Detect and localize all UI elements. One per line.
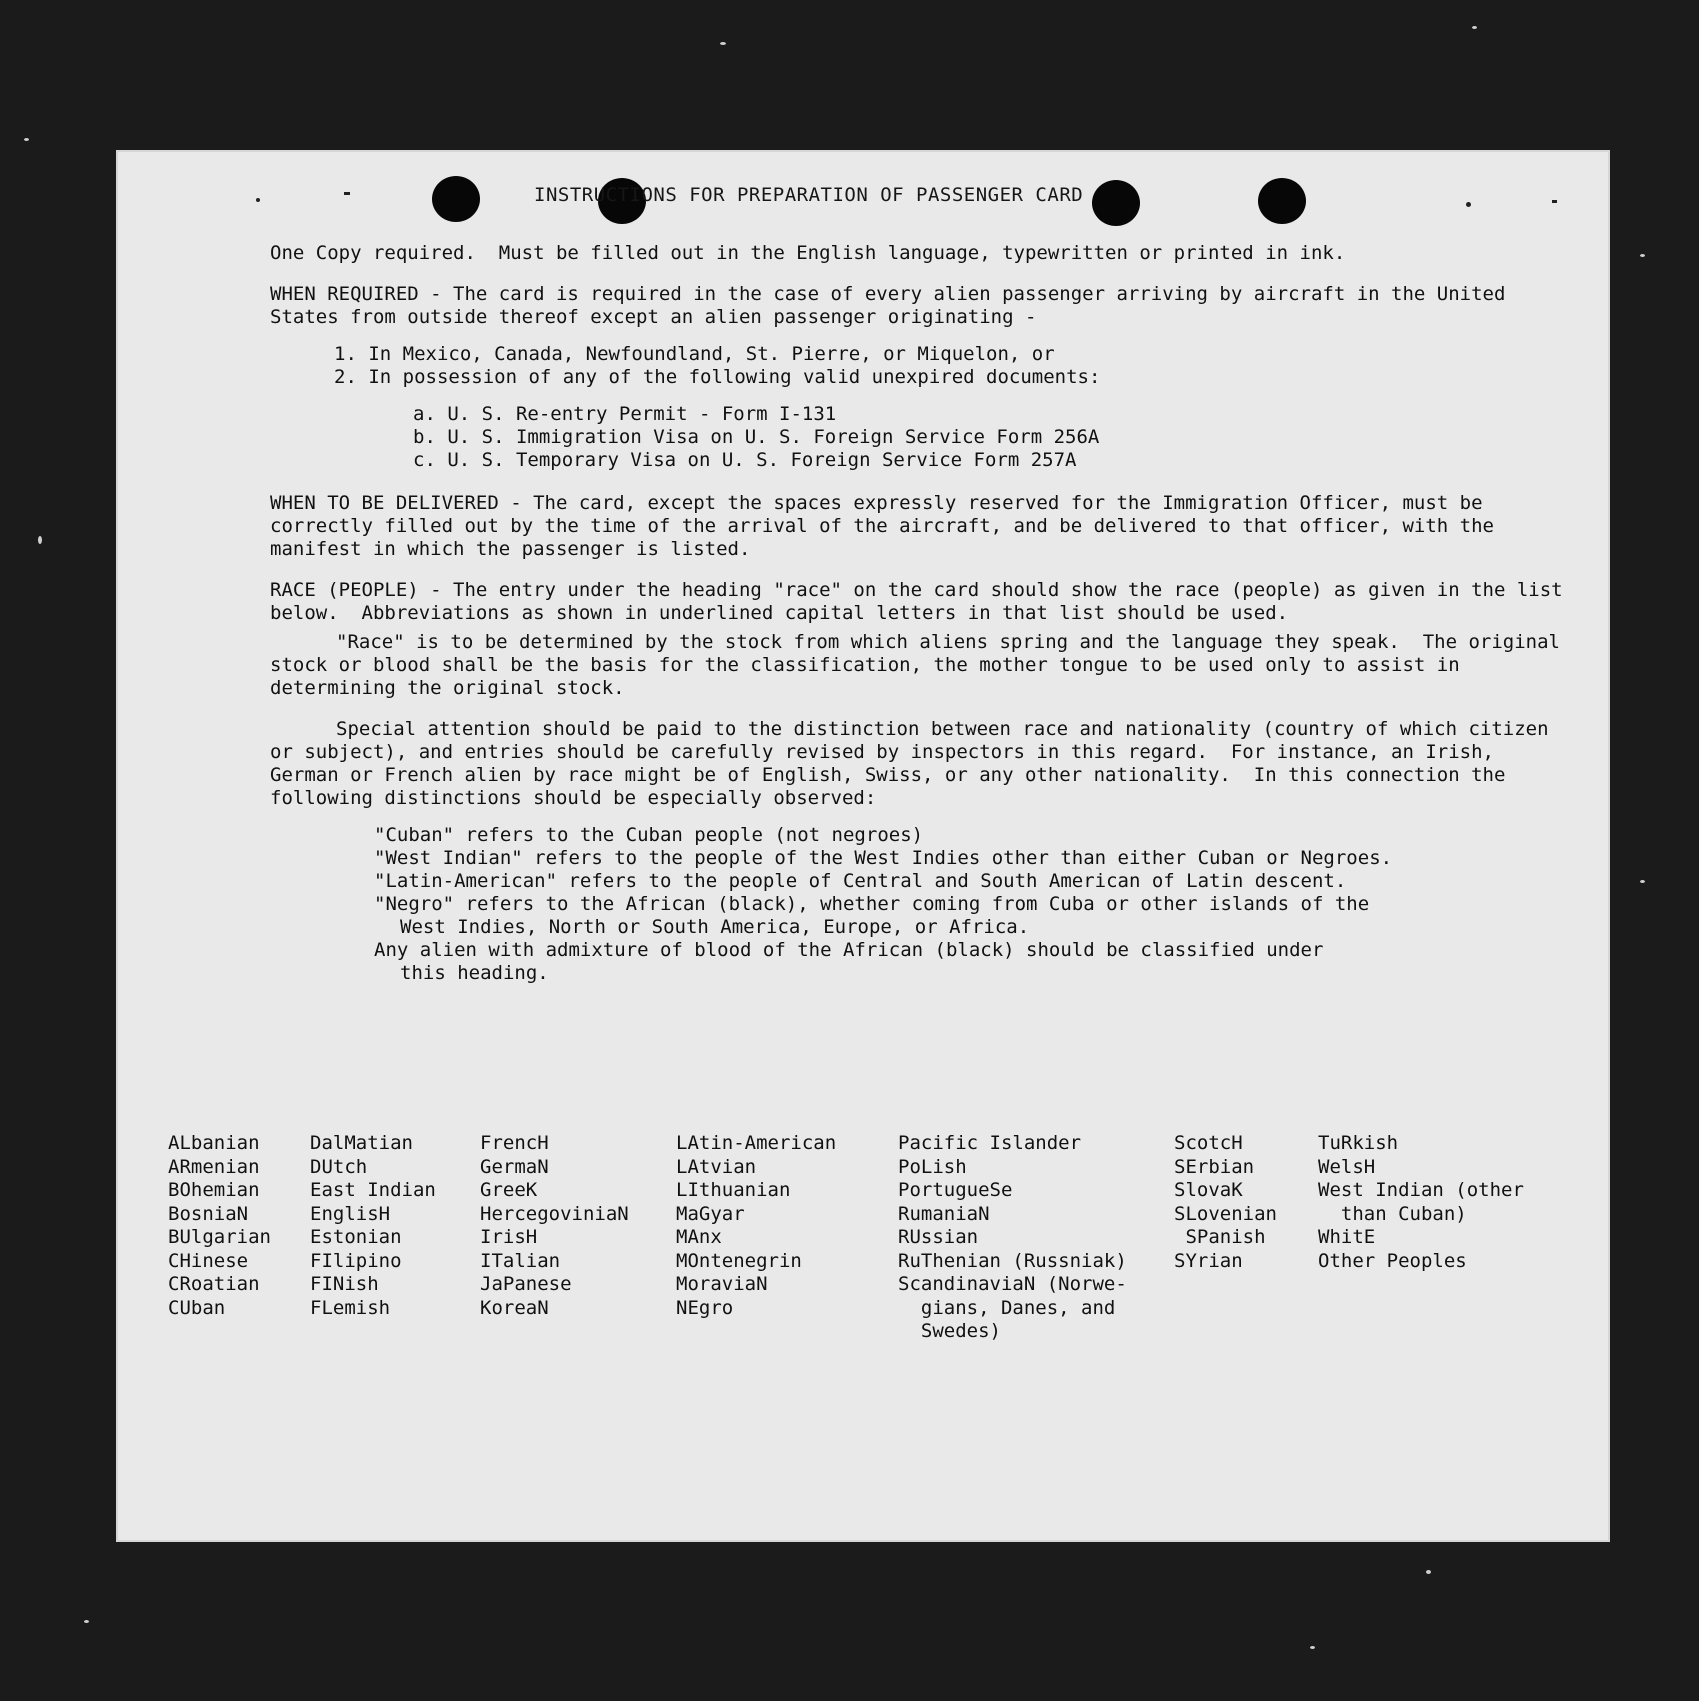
race-item: SErbian [1174, 1155, 1255, 1178]
race-item: GreeK [480, 1179, 538, 1201]
origin-list [270, 343, 1570, 389]
race-item: ScotcH [1174, 1132, 1243, 1154]
scan-speck [84, 1620, 89, 1623]
race-item: JaPanese [480, 1273, 572, 1295]
race-item: TuRkish [1318, 1132, 1399, 1154]
race-item: MAnx [676, 1226, 722, 1248]
race-item: SLovenian [1174, 1202, 1277, 1225]
document-page [116, 150, 1610, 1542]
race-item: FLemish [310, 1296, 391, 1319]
list-item: 1. In Mexico, Canada, Newfoundland, St. Pierre, or Miquelon, or [334, 343, 1055, 365]
race-column [1318, 1132, 1524, 1273]
race-item: SYrian [1174, 1249, 1243, 1272]
race-column [310, 1132, 436, 1320]
documents-list [270, 403, 1570, 472]
scan-speck [1472, 26, 1477, 29]
scan-speck [24, 138, 29, 141]
race-item: CHinese [168, 1249, 249, 1272]
race-column [1174, 1132, 1277, 1273]
race-item: PoLish [898, 1155, 967, 1178]
race-item: DUtch [310, 1155, 368, 1178]
race-item: BUlgarian [168, 1226, 271, 1248]
race-item: FIlipino [310, 1249, 402, 1272]
race-item: SlovaK [1174, 1179, 1243, 1201]
race-item: SPanish [1174, 1226, 1266, 1248]
scan-speck [1310, 1646, 1315, 1649]
race-item: GermaN [480, 1155, 549, 1178]
race-item: Estonian [310, 1226, 402, 1248]
race-item: CRoatian [168, 1273, 260, 1295]
list-item: "Latin-American" refers to the people of Central and South American of Latin descent. [374, 870, 1347, 892]
race-item: LIthuanian [676, 1179, 791, 1201]
race-item: IrisH [480, 1226, 538, 1248]
scan-speck [720, 42, 726, 45]
race-item: ALbanian [168, 1132, 260, 1154]
race-item: than Cuban) [1318, 1202, 1467, 1225]
race-item: KoreaN [480, 1296, 549, 1319]
document-body [270, 242, 1575, 1003]
race-item: East Indian [310, 1179, 436, 1201]
race-item: PortugueSe [898, 1179, 1013, 1201]
race-column [480, 1132, 629, 1320]
race-item: Pacific Islander [898, 1132, 1082, 1154]
race-item: BOhemian [168, 1179, 260, 1201]
list-item: Any alien with admixture of blood of the African (black) should be classified under [374, 939, 1324, 961]
stray-mark [1466, 202, 1471, 207]
race-item: ITalian [480, 1249, 561, 1272]
race-item: RuThenian (Russniak) [898, 1249, 1127, 1272]
race-item: WhitE [1318, 1226, 1376, 1248]
race-item: FINish [310, 1273, 379, 1295]
race-item: LAtin-American [676, 1132, 837, 1154]
scan-speck [1640, 880, 1645, 883]
race-heading-paragraph: RACE (PEOPLE) - The entry under the heading "race" on the card should show the race (people) as given in the list below. Abbreviations as shown in underlined capital letters in that list should be used. [270, 579, 1575, 624]
race-item: CUban [168, 1296, 226, 1319]
race-item: RumaniaN [898, 1202, 990, 1225]
race-item: WelsH [1318, 1155, 1376, 1178]
list-item: b. U. S. Immigration Visa on U. S. Foreign Service Form 256A [413, 426, 1100, 448]
intro-paragraph: One Copy required. Must be filled out in the English language, typewritten or printed in ink. [270, 242, 1346, 264]
race-item: BosniaN [168, 1202, 249, 1225]
list-item: a. U. S. Re-entry Permit - Form I-131 [413, 403, 837, 425]
punch-hole [432, 176, 480, 222]
race-item: gians, Danes, and [898, 1296, 1116, 1319]
list-item: "West Indian" refers to the people of the West Indies other than either Cuban or Negroes. [374, 847, 1393, 869]
stray-mark [344, 192, 350, 195]
race-item: MOntenegrin [676, 1249, 802, 1272]
race-item: NEgro [676, 1296, 734, 1319]
list-item: "Cuban" refers to the Cuban people (not negroes) [374, 824, 924, 846]
document-title: INSTRUCTIONS FOR PREPARATION OF PASSENGER CARD [534, 184, 1084, 206]
scan-speck [38, 536, 42, 544]
race-item: Other Peoples [1318, 1249, 1467, 1272]
when-required-paragraph: WHEN REQUIRED - The card is required in the case of every alien passenger arriving by aircraft in the United States from outside thereof except an alien passenger originating - [270, 283, 1517, 328]
race-item: LAtvian [676, 1155, 757, 1178]
list-item: "Negro" refers to the African (black), whether coming from Cuba or other islands of the [374, 893, 1370, 915]
race-item: RUssian [898, 1226, 979, 1248]
race-column [676, 1132, 836, 1320]
race-item: West Indian (other [1318, 1179, 1524, 1201]
distinctions-list [270, 824, 1570, 985]
list-item: c. U. S. Temporary Visa on U. S. Foreign Service Form 257A [413, 449, 1077, 471]
when-delivered-paragraph: WHEN TO BE DELIVERED - The card, except the spaces expressly reserved for the Immigration Officer, must be correctly filled out by the time of the arrival of the aircraft, and be delivered to that officer, with the manifest in which the passenger is listed. [270, 492, 1506, 560]
race-column [898, 1132, 1127, 1344]
race-item: EnglisH [310, 1202, 391, 1225]
race-definition-paragraph: "Race" is to be determined by the stock from which aliens spring and the language they speak. The original stock or blood shall be the basis for the classification, the mother tongue to be used only to assist in determining the original stock. [270, 631, 1572, 699]
special-attention-paragraph: Special attention should be paid to the distinction between race and nationality (country of which citizen or subject), and entries should be carefully revised by inspectors in this regard. For instance, an Irish, German or French alien by race might be of English, Swiss, or any other nationality. In this connection the following distinctions should be especially observed: [270, 718, 1560, 809]
scan-speck [1640, 254, 1645, 257]
race-item: ARmenian [168, 1155, 260, 1178]
race-item: FrencH [480, 1132, 549, 1154]
race-item: ScandinaviaN (Norwe- [898, 1273, 1127, 1295]
scan-speck [1426, 1570, 1431, 1574]
list-item: West Indies, North or South America, Europe, or Africa. [400, 916, 1030, 938]
race-item: Swedes) [898, 1320, 1001, 1342]
race-item: DalMatian [310, 1132, 413, 1154]
race-column [168, 1132, 271, 1320]
race-item: HercegoviniaN [480, 1202, 629, 1225]
race-item: MoraviaN [676, 1273, 768, 1295]
list-item: this heading. [400, 962, 549, 984]
race-item: MaGyar [676, 1202, 745, 1225]
stray-mark [1552, 200, 1557, 203]
punch-hole [1258, 178, 1306, 224]
list-item: 2. In possession of any of the following valid unexpired documents: [334, 366, 1101, 388]
stray-mark [256, 198, 260, 202]
